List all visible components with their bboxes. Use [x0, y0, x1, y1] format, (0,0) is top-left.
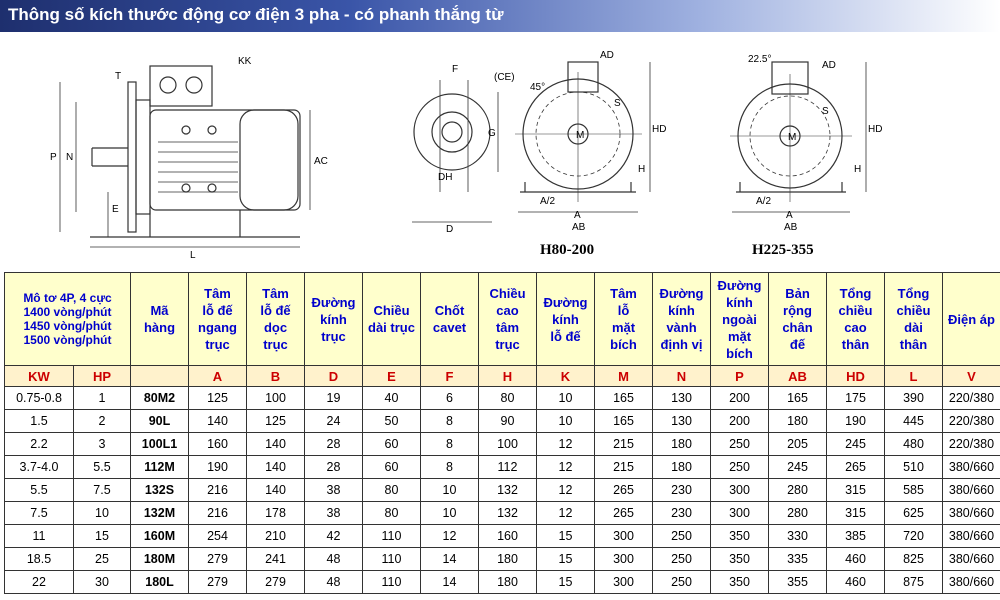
header-line: vành [666, 320, 697, 335]
table-cell: 28 [305, 433, 363, 456]
shaft-view-drawing [412, 80, 498, 222]
table-cell: 22 [5, 571, 74, 594]
header-col-0 [131, 273, 189, 366]
label-P: P [50, 152, 57, 163]
table-row [5, 479, 1000, 502]
table-cell: 300 [595, 548, 653, 571]
table-cell: 80 [479, 387, 537, 410]
table-cell: 125 [247, 410, 305, 433]
header-line: cavet [432, 320, 467, 335]
table-cell: 2.2 [5, 433, 74, 456]
label-AD-2: AD [822, 60, 836, 71]
label-DH: DH [438, 172, 453, 183]
header-line: Đường [717, 277, 762, 293]
title-bar [0, 0, 1000, 32]
table-cell: 19 [305, 387, 363, 410]
table-cell: 250 [653, 525, 711, 548]
label-A: A [574, 210, 581, 221]
table-cell: 315 [827, 502, 885, 525]
header-col-14 [943, 273, 1000, 366]
table-cell: 390 [885, 387, 943, 410]
table-cell: 2 [74, 410, 131, 433]
label-CE: (CE) [494, 72, 515, 83]
table-cell: 335 [769, 548, 827, 571]
header-line: hàng [143, 320, 176, 335]
label-L: L [190, 250, 196, 261]
label-M-2: M [788, 132, 797, 143]
table-cell: 241 [247, 548, 305, 571]
header-line: Tâm [262, 286, 289, 301]
header-line: trục [321, 328, 346, 344]
table-cell: 175 [827, 387, 885, 410]
header-col-11 [769, 273, 827, 366]
header-line: kính [320, 311, 347, 327]
header-line: chiều [896, 303, 931, 318]
model-cell: 112M [131, 456, 189, 479]
model-cell: 80M2 [131, 387, 189, 410]
header-line: mặt [727, 328, 752, 344]
table-cell: 24 [305, 410, 363, 433]
table-cell: 280 [769, 479, 827, 502]
header-line: thân [899, 337, 928, 352]
table-cell: 265 [827, 456, 885, 479]
header-col-4 [363, 273, 421, 366]
header-col-8 [595, 273, 653, 366]
table-cell: 10 [421, 502, 479, 525]
table-cell: 28 [305, 456, 363, 479]
table-cell: 215 [595, 456, 653, 479]
table-cell: 825 [885, 548, 943, 571]
header-line: Điện áp [948, 311, 995, 327]
header-line: dọc [263, 320, 288, 335]
table-cell: 110 [363, 548, 421, 571]
table-cell: 720 [885, 525, 943, 548]
header-line: Chiều [489, 286, 526, 301]
table-row [5, 571, 1000, 594]
table-cell: 6 [421, 387, 479, 410]
label-AB-2: AB [784, 222, 798, 233]
table-cell: 60 [363, 456, 421, 479]
table-cell: 215 [595, 433, 653, 456]
table-cell: 3.7-4.0 [5, 456, 74, 479]
table-cell: 350 [711, 525, 769, 548]
label-AD: AD [600, 50, 614, 61]
header-col-10 [711, 273, 769, 366]
table-cell: 38 [305, 479, 363, 502]
header-col-5 [421, 273, 479, 366]
table-cell: 585 [885, 479, 943, 502]
table-cell: 10 [421, 479, 479, 502]
table-cell: 165 [595, 410, 653, 433]
table-cell: 180 [479, 571, 537, 594]
symbol-cell: P [711, 366, 769, 387]
symbol-cell: H [479, 366, 537, 387]
symbol-cell: AB [769, 366, 827, 387]
header-line: đế [789, 337, 806, 352]
table-cell: 300 [711, 479, 769, 502]
table-cell: 200 [711, 387, 769, 410]
table-row [5, 456, 1000, 479]
table-cell: 14 [421, 571, 479, 594]
table-cell: 15 [537, 571, 595, 594]
table-cell: 178 [247, 502, 305, 525]
label-angle-22-5: 22.5° [748, 54, 772, 65]
label-H: H [638, 164, 646, 175]
symbol-cell: L [885, 366, 943, 387]
table-cell: 300 [595, 525, 653, 548]
table-cell: 190 [189, 456, 247, 479]
table-cell: 480 [885, 433, 943, 456]
table-cell: 40 [363, 387, 421, 410]
table-cell: 200 [711, 410, 769, 433]
table-cell: 279 [247, 571, 305, 594]
table-cell: 165 [595, 387, 653, 410]
symbol-row [5, 366, 1000, 387]
table-cell: 330 [769, 525, 827, 548]
table-cell: 250 [653, 548, 711, 571]
header-line: tâm [495, 320, 520, 335]
table-cell: 220/380 [943, 387, 1000, 410]
header-line: trục [495, 337, 520, 352]
symbol-cell: B [247, 366, 305, 387]
table-cell: 110 [363, 571, 421, 594]
table-cell: 5.5 [5, 479, 74, 502]
header-line: định vị [660, 337, 703, 352]
table-cell: 5.5 [74, 456, 131, 479]
table-cell: 140 [247, 456, 305, 479]
header-line: thân [841, 337, 870, 352]
table-cell: 130 [653, 387, 711, 410]
table-cell: 60 [363, 433, 421, 456]
table-cell: 625 [885, 502, 943, 525]
table-cell: 265 [595, 502, 653, 525]
table-cell: 8 [421, 410, 479, 433]
table-cell: 445 [885, 410, 943, 433]
table-cell: 25 [74, 548, 131, 571]
table-cell: 38 [305, 502, 363, 525]
table-cell: 132 [479, 502, 537, 525]
table-cell: 110 [363, 525, 421, 548]
table-cell: 875 [885, 571, 943, 594]
header-line: Chốt [434, 303, 465, 318]
table-cell: 350 [711, 548, 769, 571]
header-line: trục [205, 337, 230, 352]
table-cell: 8 [421, 433, 479, 456]
table-cell: 100 [247, 387, 305, 410]
table-cell: 132 [479, 479, 537, 502]
table-cell: 15 [537, 548, 595, 571]
model-cell: 180M [131, 548, 189, 571]
table-cell: 165 [769, 387, 827, 410]
table-cell: 48 [305, 571, 363, 594]
table-cell: 279 [189, 548, 247, 571]
table-cell: 8 [421, 456, 479, 479]
table-cell: 15 [74, 525, 131, 548]
header-line: dài trục [368, 320, 415, 335]
table-cell: 380/660 [943, 456, 1000, 479]
table-row [5, 433, 1000, 456]
table-cell: 140 [189, 410, 247, 433]
table-cell: 140 [247, 433, 305, 456]
side-view-drawing [60, 66, 310, 247]
table-cell: 10 [537, 387, 595, 410]
label-HD: HD [652, 124, 667, 135]
symbol-cell: V [943, 366, 1000, 387]
header-col-2 [247, 273, 305, 366]
label-A-2: A [786, 210, 793, 221]
table-cell: 190 [827, 410, 885, 433]
header-line: kính [726, 294, 753, 310]
model-cell: 160M [131, 525, 189, 548]
symbol-cell: N [653, 366, 711, 387]
spec-table [4, 272, 1000, 594]
table-cell: 254 [189, 525, 247, 548]
label-T: T [115, 71, 122, 82]
table-cell: 250 [653, 571, 711, 594]
table-cell: 380/660 [943, 525, 1000, 548]
label-AB: AB [572, 222, 586, 233]
table-cell: 220/380 [943, 410, 1000, 433]
table-cell: 205 [769, 433, 827, 456]
symbol-cell: M [595, 366, 653, 387]
label-F: F [452, 64, 459, 75]
header-line: Tâm [204, 286, 231, 301]
front-view-h225-labels [748, 54, 882, 258]
table-cell: 42 [305, 525, 363, 548]
table-cell: 125 [189, 387, 247, 410]
table-cell: 12 [537, 433, 595, 456]
table-cell: 1.5 [5, 410, 74, 433]
header-line: Chiều [373, 303, 410, 318]
header-line: cao [844, 320, 867, 335]
table-cell: 380/660 [943, 502, 1000, 525]
header-line: trục [263, 337, 288, 352]
label-angle-45: 45° [530, 82, 546, 93]
header-line: kính [668, 303, 695, 318]
table-cell: 160 [189, 433, 247, 456]
symbol-cell: A [189, 366, 247, 387]
table-cell: 230 [653, 502, 711, 525]
table-cell: 30 [74, 571, 131, 594]
header-col-9 [653, 273, 711, 366]
table-cell: 380/660 [943, 571, 1000, 594]
header-line: Đường [311, 294, 356, 310]
caption-h225-355: H225-355 [752, 242, 814, 258]
header-row [5, 273, 1000, 366]
table-cell: 1 [74, 387, 131, 410]
label-HD-2: HD [868, 124, 883, 135]
symbol-cell: KW [5, 366, 74, 387]
caption-h80-200: H80-200 [540, 242, 595, 258]
label-A-half: A/2 [540, 196, 556, 207]
header-line: Tổng [839, 286, 872, 301]
table-cell: 250 [711, 456, 769, 479]
table-row [5, 548, 1000, 571]
table-cell: 385 [827, 525, 885, 548]
table-cell: 250 [711, 433, 769, 456]
header-line: lỗ đế [260, 303, 291, 318]
table-cell: 510 [885, 456, 943, 479]
table-row [5, 410, 1000, 433]
table-cell: 50 [363, 410, 421, 433]
model-cell: 90L [131, 410, 189, 433]
front-view-h225-drawing [730, 62, 866, 212]
table-cell: 279 [189, 571, 247, 594]
table-cell: 14 [421, 548, 479, 571]
model-cell: 132S [131, 479, 189, 502]
model-cell: 100L1 [131, 433, 189, 456]
header-line: kính [552, 311, 579, 327]
table-cell: 180 [479, 548, 537, 571]
label-N: N [66, 152, 74, 163]
header-motor: Mô tơ 4P, 4 cực 1400 vòng/phút 1450 vòng/phút 1500 vòng/phút [5, 273, 131, 366]
header-line: chân [782, 320, 813, 335]
header-col-3 [305, 273, 363, 366]
table-cell: 460 [827, 548, 885, 571]
table-cell: 460 [827, 571, 885, 594]
model-cell: 132M [131, 502, 189, 525]
table-cell: 380/660 [943, 479, 1000, 502]
table-cell: 80 [363, 479, 421, 502]
label-KK: KK [238, 56, 252, 67]
header-line: lỗ đế [202, 303, 233, 318]
header-line: Đường [543, 294, 588, 310]
label-S-2: S [822, 106, 829, 117]
symbol-cell: HP [74, 366, 131, 387]
table-cell: 280 [769, 502, 827, 525]
header-col-13 [885, 273, 943, 366]
table-cell: 48 [305, 548, 363, 571]
table-row [5, 502, 1000, 525]
header-col-1 [189, 273, 247, 366]
table-cell: 350 [711, 571, 769, 594]
symbol-cell: E [363, 366, 421, 387]
table-cell: 12 [537, 456, 595, 479]
header-line: Tổng [897, 286, 930, 301]
table-cell: 7.5 [5, 502, 74, 525]
header-line: bích [610, 337, 637, 352]
table-cell: 210 [247, 525, 305, 548]
table-cell: 265 [595, 479, 653, 502]
table-cell: 12 [537, 479, 595, 502]
table-cell: 100 [479, 433, 537, 456]
table-cell: 10 [537, 410, 595, 433]
header-line: Mã [150, 303, 169, 318]
header-line: Đường [659, 286, 704, 301]
table-cell: 216 [189, 479, 247, 502]
header-line: ngang [198, 320, 237, 335]
table-cell: 15 [537, 525, 595, 548]
header-line: lỗ đế [550, 328, 581, 344]
table-cell: 230 [653, 479, 711, 502]
table-cell: 0.75-0.8 [5, 387, 74, 410]
table-cell: 112 [479, 456, 537, 479]
table-cell: 11 [5, 525, 74, 548]
table-cell: 380/660 [943, 548, 1000, 571]
page-title: Thông số kích thước động cơ điện 3 pha - có phanh thắng từ [8, 5, 504, 24]
header-line: cao [496, 303, 519, 318]
header-col-7 [537, 273, 595, 366]
table-row [5, 525, 1000, 548]
label-G: G [488, 128, 496, 139]
header-line: mặt [611, 320, 636, 335]
table-cell: 180 [769, 410, 827, 433]
label-AC: AC [314, 156, 328, 167]
label-D: D [446, 224, 454, 235]
header-col-6 [479, 273, 537, 366]
table-cell: 90 [479, 410, 537, 433]
table-cell: 300 [711, 502, 769, 525]
symbol-cell: K [537, 366, 595, 387]
label-E: E [112, 204, 119, 215]
technical-drawings [0, 32, 1000, 268]
table-cell: 80 [363, 502, 421, 525]
table-cell: 216 [189, 502, 247, 525]
header-col-12 [827, 273, 885, 366]
table-row [5, 387, 1000, 410]
shaft-view-labels [438, 64, 515, 235]
table-cell: 3 [74, 433, 131, 456]
table-cell: 7.5 [74, 479, 131, 502]
table-cell: 315 [827, 479, 885, 502]
label-S: S [614, 98, 621, 109]
label-A-half-2: A/2 [756, 196, 772, 207]
symbol-cell: D [305, 366, 363, 387]
table-cell: 300 [595, 571, 653, 594]
table-cell: 130 [653, 410, 711, 433]
model-cell: 180L [131, 571, 189, 594]
table-cell: 12 [537, 502, 595, 525]
header-line: chiều [838, 303, 873, 318]
table-cell: 12 [421, 525, 479, 548]
table-cell: 355 [769, 571, 827, 594]
header-line: Bản [785, 286, 810, 301]
table-cell: 245 [827, 433, 885, 456]
table-cell: 245 [769, 456, 827, 479]
table-cell: 180 [653, 456, 711, 479]
symbol-cell: F [421, 366, 479, 387]
header-line: lỗ [617, 303, 630, 318]
label-H-2: H [854, 164, 862, 175]
table-cell: 220/380 [943, 433, 1000, 456]
table-cell: 160 [479, 525, 537, 548]
header-line: ngoài [722, 311, 757, 327]
table-cell: 140 [247, 479, 305, 502]
header-line: rộng [783, 303, 812, 318]
label-M: M [576, 130, 585, 141]
table-cell: 10 [74, 502, 131, 525]
symbol-cell: HD [827, 366, 885, 387]
table-cell: 18.5 [5, 548, 74, 571]
table-cell: 180 [653, 433, 711, 456]
symbol-cell [131, 366, 189, 387]
header-line: dài [904, 320, 923, 335]
header-line: bích [726, 345, 753, 361]
header-line: Tâm [610, 286, 637, 301]
